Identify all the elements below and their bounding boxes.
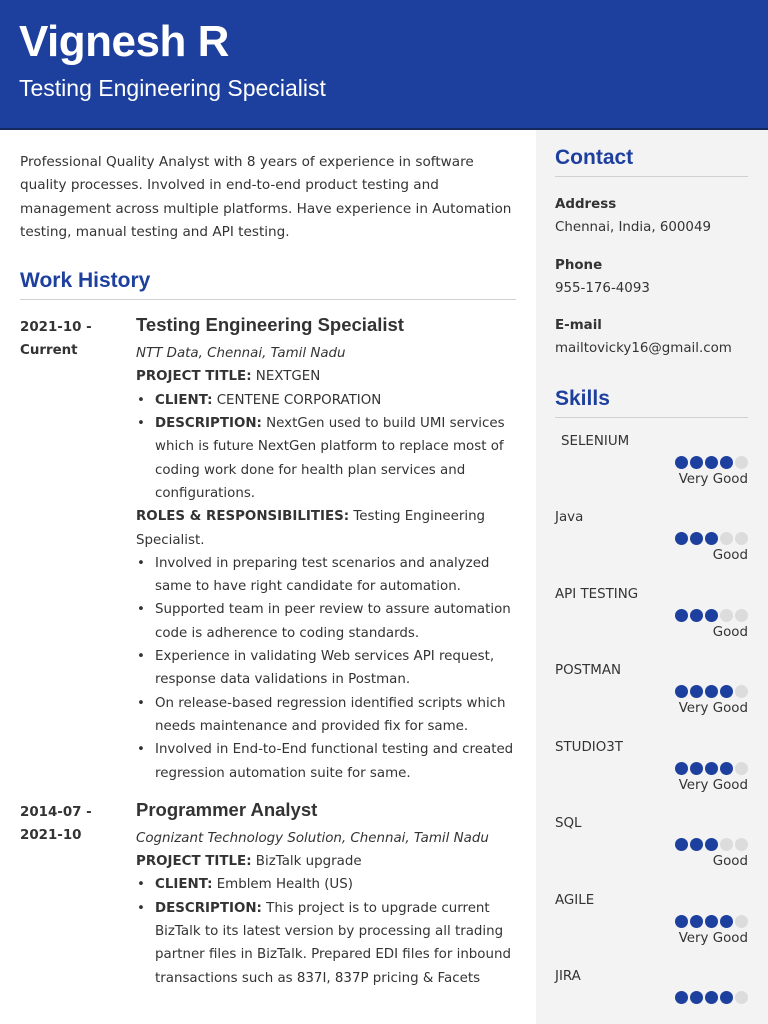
responsibility-item: • Experience in validating Web services API request, response data validations in Postman.: [136, 645, 516, 692]
job-dates: [20, 312, 136, 785]
rating-dot-filled: [705, 915, 718, 928]
skill-name: STUDIO3T: [555, 739, 623, 755]
job-date-start: 2014-07 -: [20, 804, 92, 820]
rating-dot-filled: [720, 991, 733, 1004]
skill-name: API TESTING: [555, 586, 639, 602]
rating-dot-filled: [690, 532, 703, 545]
rating-dot-empty: [720, 609, 733, 622]
rating-dot-filled: [720, 456, 733, 469]
client-value: CENTENE CORPORATION: [212, 392, 382, 408]
job-title: Programmer Analyst: [136, 798, 318, 820]
project-title-value: BizTalk upgrade: [251, 854, 362, 870]
job-title: Testing Engineering Specialist: [136, 314, 404, 336]
rating-dot-filled: [705, 532, 718, 545]
client-label: CLIENT:: [155, 392, 213, 408]
job-date-start: 2021-10 -: [20, 320, 92, 336]
rating-dot-filled: [675, 609, 688, 622]
skill-name: JIRA: [555, 969, 581, 985]
resume-header: [0, 0, 768, 130]
rating-dot-filled: [705, 838, 718, 851]
job-details: [136, 797, 516, 990]
client-item: [136, 389, 516, 412]
project-details-list: [136, 389, 516, 505]
skill-row: [555, 877, 748, 954]
skill-rating-dots: [675, 762, 748, 775]
rating-dot-filled: [705, 762, 718, 775]
skill-level: Good: [712, 548, 748, 564]
rating-dot-filled: [705, 609, 718, 622]
job-entry: [20, 797, 516, 990]
rating-dot-filled: [675, 991, 688, 1004]
rating-dot-empty: [735, 762, 748, 775]
skill-name: POSTMAN: [555, 663, 622, 679]
responsibility-item: • On release-based regression identified scripts which needs maintenance and provided fix for same.: [136, 692, 516, 739]
rating-dot-filled: [690, 838, 703, 851]
job-dates: [20, 797, 136, 990]
phone-label: Phone: [555, 257, 603, 273]
rating-dot-empty: [735, 685, 748, 698]
skill-rating-dots: [675, 609, 748, 622]
skill-name: SELENIUM: [561, 433, 630, 449]
rating-dot-filled: [705, 991, 718, 1004]
responsibilities-list: [136, 552, 516, 785]
job-date-end: 2021-10: [20, 828, 82, 844]
candidate-title: Testing Engineering Specialist: [19, 75, 326, 101]
skill-row: [555, 647, 748, 724]
phone-value: 955-176-4093: [555, 280, 650, 296]
skill-level: Very Good: [678, 777, 748, 793]
client-label: CLIENT:: [155, 877, 213, 893]
rating-dot-filled: [675, 915, 688, 928]
skill-rating-dots: [675, 838, 748, 851]
roles-line: [136, 505, 516, 552]
rating-dot-empty: [735, 609, 748, 622]
project-title-value: NEXTGEN: [251, 369, 321, 385]
skill-rating-dots: [675, 532, 748, 545]
client-value: Emblem Health (US): [212, 877, 353, 893]
job-company: Cognizant Technology Solution, Chennai, Tamil Nadu: [136, 830, 489, 846]
description-value: NextGen used to build UMI services which is future NextGen platform to replace most of coding work done for health plan services and configurations.: [155, 416, 505, 501]
description-value: This project is to upgrade current BizTalk to its latest version by processing all trading partner files in BizTalk. Prepared EDI files for inbound transactions such as 837I, 837P pricing & Facets: [155, 900, 511, 986]
rating-dot-filled: [690, 991, 703, 1004]
skill-name: SQL: [555, 816, 582, 832]
rating-dot-filled: [675, 456, 688, 469]
skill-rating-dots: [675, 456, 748, 469]
rating-dot-filled: [705, 456, 718, 469]
description-item: [136, 412, 516, 505]
skill-row: [555, 418, 748, 495]
rating-dot-empty: [720, 838, 733, 851]
rating-dot-filled: [690, 915, 703, 928]
skills-heading: Skills: [555, 387, 748, 418]
rating-dot-empty: [735, 915, 748, 928]
description-item: [136, 897, 516, 990]
job-entry: [20, 312, 516, 785]
skill-row: [555, 800, 748, 877]
skill-level: Very Good: [678, 471, 748, 487]
responsibility-item: • Supported team in peer review to assure automation code is adherence to coding standards.: [136, 598, 516, 645]
skill-rating-dots: [675, 991, 748, 1004]
client-item: [136, 873, 516, 896]
rating-dot-empty: [735, 532, 748, 545]
responsibility-item: • Involved in End-to-End functional testing and created regression automation suite for same.: [136, 738, 516, 785]
rating-dot-filled: [675, 762, 688, 775]
rating-dot-empty: [735, 838, 748, 851]
project-title-line: [136, 850, 516, 873]
project-title-line: [136, 365, 516, 388]
rating-dot-filled: [690, 456, 703, 469]
contact-heading: Contact: [555, 146, 748, 177]
responsibility-item: • Involved in preparing test scenarios and analyzed same to have right candidate for automation.: [136, 552, 516, 599]
skill-row: [555, 494, 748, 571]
email-value: mailtovicky16@gmail.com: [555, 341, 732, 357]
rating-dot-empty: [720, 532, 733, 545]
rating-dot-filled: [690, 685, 703, 698]
skill-row: [555, 953, 748, 1024]
skill-name: Java: [555, 510, 584, 526]
description-label: DESCRIPTION:: [155, 900, 262, 916]
rating-dot-filled: [690, 762, 703, 775]
roles-label: ROLES & RESPONSIBILITIES:: [136, 509, 350, 525]
candidate-name: Vignesh R: [19, 17, 229, 66]
rating-dot-filled: [690, 609, 703, 622]
rating-dot-filled: [720, 915, 733, 928]
rating-dot-filled: [720, 685, 733, 698]
description-label: DESCRIPTION:: [155, 416, 262, 432]
skill-level: Good: [712, 854, 748, 870]
project-title-label: PROJECT TITLE:: [136, 369, 252, 385]
skill-level: Very Good: [678, 701, 748, 717]
skill-row: [555, 571, 748, 648]
rating-dot-filled: [675, 838, 688, 851]
rating-dot-filled: [705, 685, 718, 698]
skills-list: [555, 418, 748, 1024]
skill-rating-dots: [675, 685, 748, 698]
roles-value: Testing Engineering Specialist.: [136, 509, 486, 548]
email-label: E-mail: [555, 318, 602, 334]
job-company: NTT Data, Chennai, Tamil Nadu: [136, 346, 346, 362]
job-date-end: Current: [20, 343, 78, 359]
project-details-list: [136, 873, 516, 989]
skill-level: Good: [712, 624, 748, 640]
rating-dot-empty: [735, 456, 748, 469]
project-title-label: PROJECT TITLE:: [136, 854, 252, 870]
rating-dot-empty: [735, 991, 748, 1004]
work-history-heading: Work History: [20, 269, 516, 300]
rating-dot-filled: [720, 762, 733, 775]
skill-name: AGILE: [555, 892, 595, 908]
main-column: [0, 130, 536, 1024]
address-label: Address: [555, 197, 617, 212]
rating-dot-filled: [675, 532, 688, 545]
sidebar: [536, 130, 768, 1024]
rating-dot-filled: [675, 685, 688, 698]
skill-level: Very Good: [678, 930, 748, 946]
skill-row: [555, 724, 748, 801]
profile-summary: Professional Quality Analyst with 8 years of experience in software quality processes. Involved in end-to-end product testing and management across multiple platforms. Have experience in Automation testing, manual testing and API testing.: [20, 154, 512, 240]
skill-rating-dots: [675, 915, 748, 928]
address-value: Chennai, India, 600049: [555, 220, 711, 236]
job-details: [136, 312, 516, 785]
